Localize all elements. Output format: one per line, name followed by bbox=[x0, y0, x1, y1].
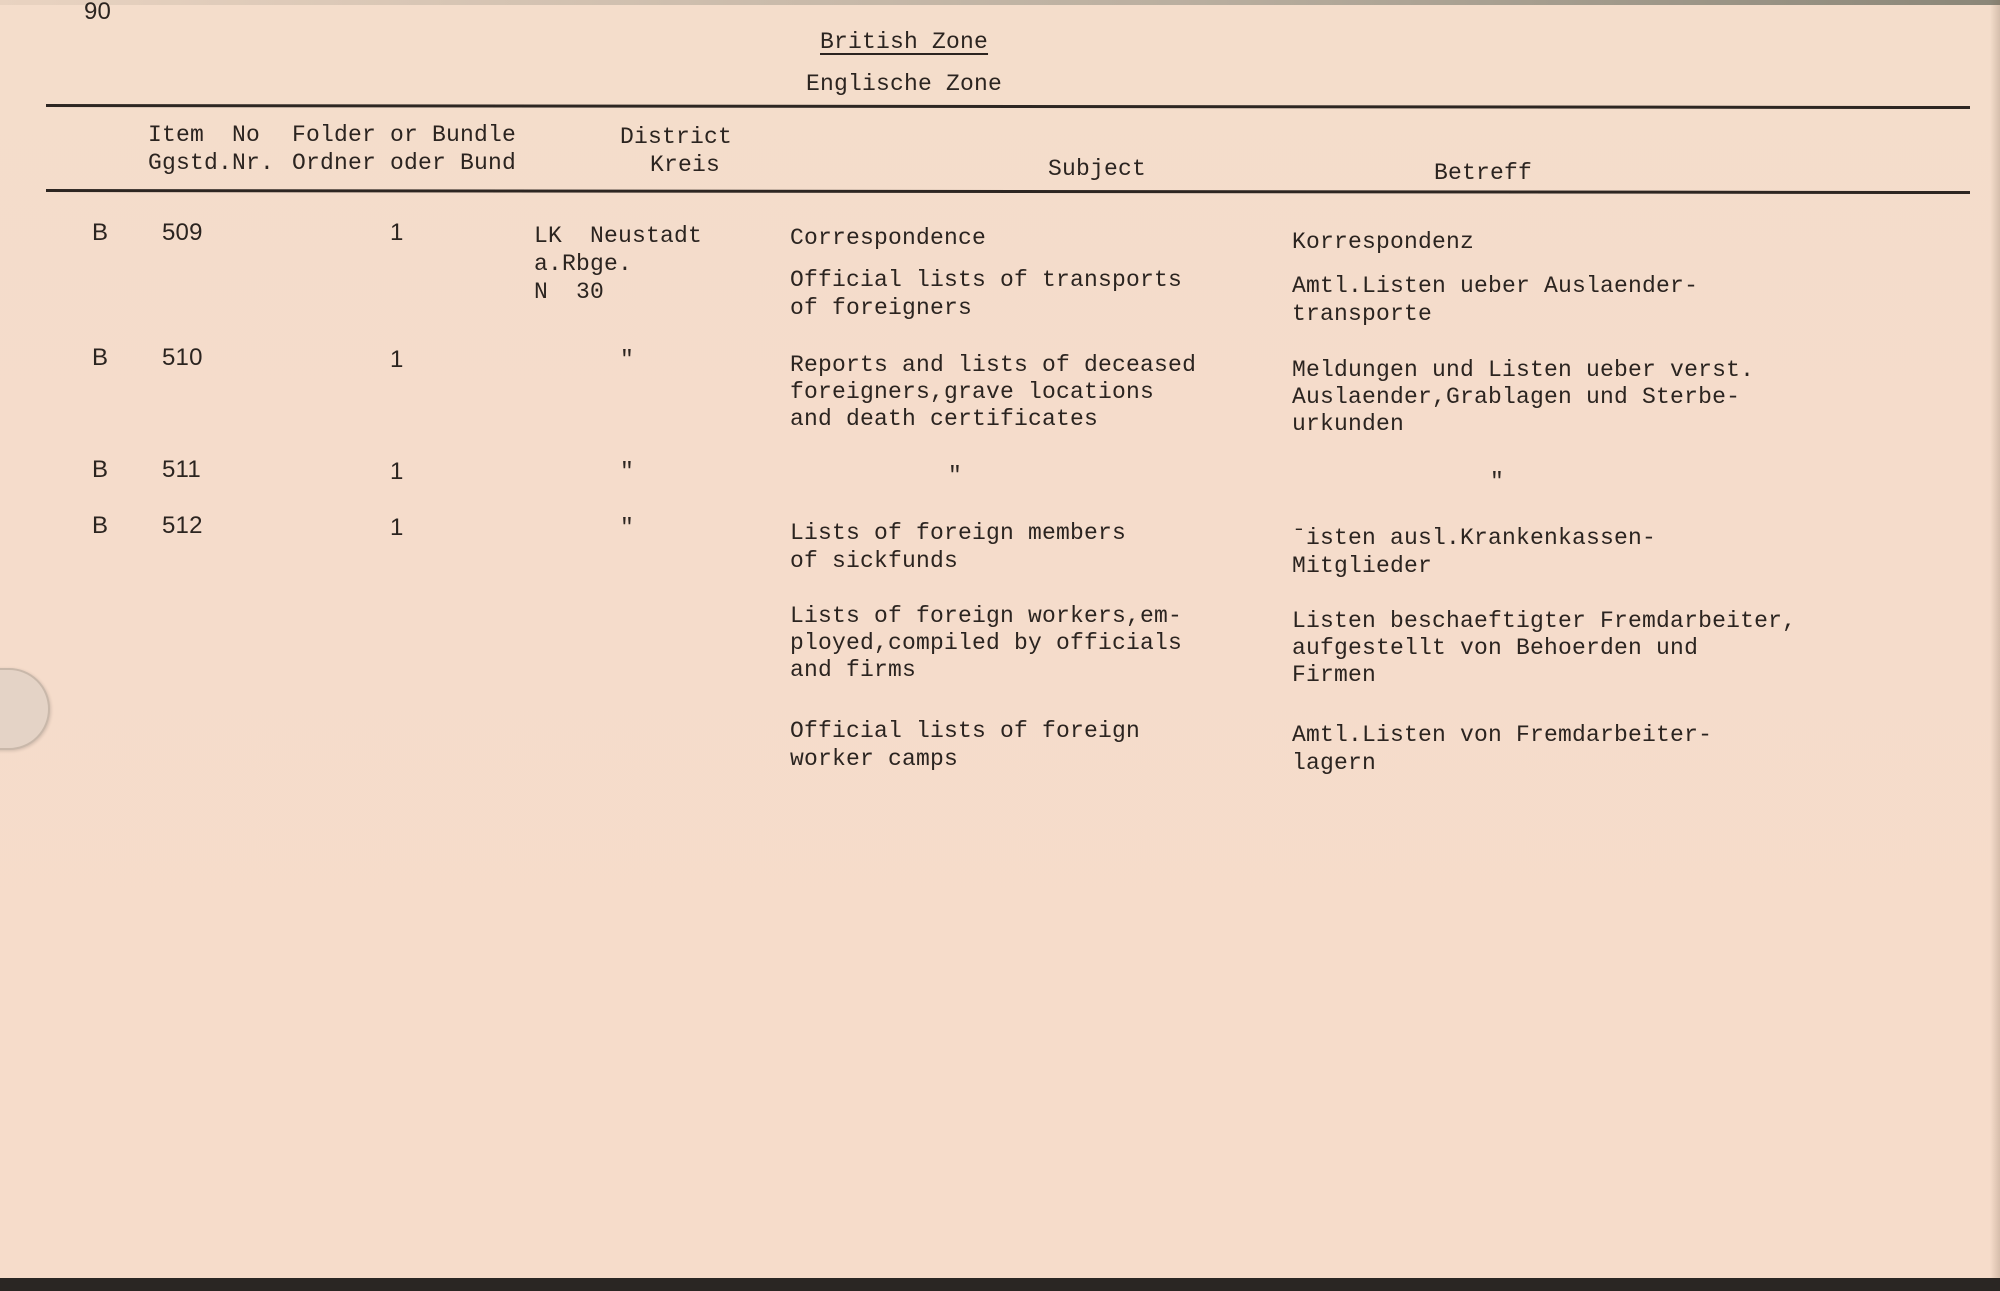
row-509-item: 509 bbox=[162, 219, 203, 246]
row-511-folder: 1 bbox=[390, 458, 404, 485]
row-512-subject-3: Official lists of foreign worker camps bbox=[790, 718, 1141, 772]
row-512-betreff-2: Listen beschaeftigter Fremdarbeiter, aufgestellt von Behoerden und Firmen bbox=[1292, 608, 1797, 688]
page-right-edge bbox=[1990, 0, 2000, 1278]
header-ggstd-nr: Ggstd.Nr. bbox=[148, 150, 275, 176]
page-title: British Zone bbox=[820, 29, 989, 55]
row-512-letter: B bbox=[92, 512, 109, 539]
row-511-item: 511 bbox=[162, 456, 201, 483]
row-512-betreff-1: ˉisten ausl.Krankenkassen- Mitglieder bbox=[1292, 525, 1657, 579]
page-number: 90 bbox=[84, 0, 112, 25]
row-511-district-ditto: " bbox=[620, 459, 635, 485]
row-509-subject-2: Official lists of transports of foreigners bbox=[790, 267, 1183, 321]
binder-tab bbox=[0, 668, 50, 750]
row-511-subject-ditto: " bbox=[948, 463, 963, 489]
header-top-rule bbox=[46, 104, 1970, 109]
row-510-item: 510 bbox=[162, 344, 203, 371]
row-510-district-ditto: " bbox=[620, 347, 635, 373]
header-bottom-rule bbox=[46, 189, 1970, 194]
row-510-betreff: Meldungen und Listen ueber verst. Auslaender,Grablagen und Sterbe- urkunden bbox=[1292, 357, 1755, 437]
row-512-subject-2: Lists of foreign workers,em- ployed,compiled by officials and firms bbox=[790, 603, 1183, 683]
page-subtitle: Englische Zone bbox=[806, 71, 1003, 97]
row-509-district-line3: N 30 bbox=[534, 279, 605, 305]
row-512-betreff-3: Amtl.Listen von Fremdarbeiter- lagern bbox=[1292, 722, 1713, 776]
row-509-subject-1: Correspondence bbox=[790, 225, 987, 251]
row-512-subject-1: Lists of foreign members of sickfunds bbox=[790, 520, 1127, 574]
row-512-folder: 1 bbox=[390, 514, 404, 541]
header-subject: Subject bbox=[1048, 156, 1147, 182]
header-folder-bundle: Folder or Bundle bbox=[292, 122, 517, 148]
row-512-item: 512 bbox=[162, 512, 203, 539]
row-510-subject: Reports and lists of deceased foreigners,grave locations and death certificates bbox=[790, 352, 1197, 432]
row-509-letter: B bbox=[92, 219, 109, 246]
row-510-folder: 1 bbox=[390, 346, 404, 373]
row-511-betreff-ditto: " bbox=[1490, 469, 1505, 495]
header-item-no: Item No bbox=[148, 122, 261, 148]
row-512-district-ditto: " bbox=[620, 515, 635, 541]
header-kreis: Kreis bbox=[650, 152, 721, 178]
row-509-district-line1: LK Neustadt bbox=[534, 223, 703, 249]
header-district: District bbox=[620, 124, 733, 150]
row-509-folder: 1 bbox=[390, 219, 404, 246]
row-511-letter: B bbox=[92, 456, 109, 483]
row-510-letter: B bbox=[92, 344, 109, 371]
row-509-betreff-2: Amtl.Listen ueber Auslaender- transporte bbox=[1292, 273, 1699, 327]
header-ordner-bund: Ordner oder Bund bbox=[292, 150, 517, 176]
row-509-betreff-1: Korrespondenz bbox=[1292, 229, 1475, 255]
row-509-district-line2: a.Rbge. bbox=[534, 251, 633, 277]
header-betreff: Betreff bbox=[1434, 160, 1533, 186]
page-top-edge bbox=[0, 0, 2000, 5]
